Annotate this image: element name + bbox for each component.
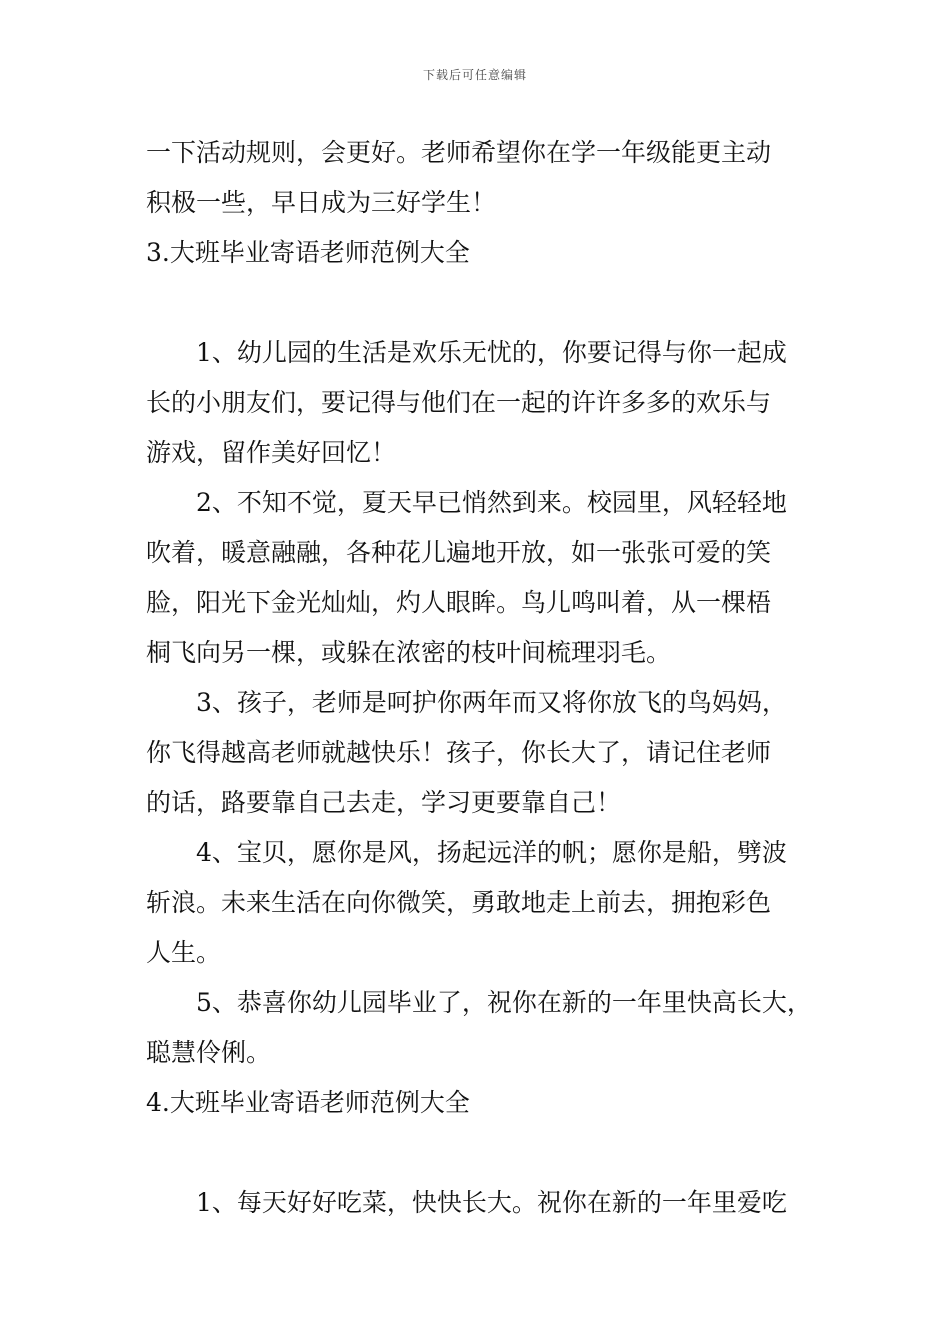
paragraph-first-line: 1、幼儿园的生活是欢乐无忧的，你要记得与你一起成 — [196, 338, 787, 367]
paragraph-line: 桐飞向另一棵，或躲在浓密的枝叶间梳理羽毛。 — [146, 638, 672, 667]
paragraph-first-line: 5、恭喜你幼儿园毕业了，祝你在新的一年里快高长大， — [196, 988, 812, 1017]
blank-line — [146, 1128, 826, 1178]
paragraph-line: 长的小朋友们，要记得与他们在一起的许许多多的欢乐与 — [146, 388, 772, 417]
paragraph-line: 积极一些，早日成为三好学生！ — [146, 188, 497, 217]
paragraph-first-line: 1、每天好好吃菜，快快长大。祝你在新的一年里爱吃 — [196, 1188, 787, 1217]
paragraph-line: 的话，路要靠自己去走，学习更要靠自己！ — [146, 788, 622, 817]
blank-line — [146, 278, 826, 328]
paragraph-line: 一下活动规则，会更好。老师希望你在学一年级能更主动 — [146, 138, 772, 167]
paragraph-line: 脸，阳光下金光灿灿，灼人眼眸。鸟儿鸣叫着，从一棵梧 — [146, 588, 772, 617]
paragraph-line: 聪慧伶俐。 — [146, 1038, 272, 1067]
paragraph-line: 吹着，暖意融融，各种花儿遍地开放，如一张张可爱的笑 — [146, 538, 772, 567]
paragraph-line: 斩浪。未来生活在向你微笑，勇敢地走上前去，拥抱彩色 — [146, 888, 772, 917]
page-header: 下载后可任意编辑 — [422, 68, 527, 82]
section-heading: 4.大班毕业寄语老师范例大全 — [146, 1088, 470, 1117]
section-heading: 3.大班毕业寄语老师范例大全 — [146, 238, 470, 267]
paragraph-first-line: 4、宝贝，愿你是风，扬起远洋的帆；愿你是船，劈波 — [196, 838, 787, 867]
document-body — [146, 128, 826, 1228]
paragraph-line: 人生。 — [146, 938, 222, 967]
paragraph-first-line: 3、孩子，老师是呵护你两年而又将你放飞的鸟妈妈， — [196, 688, 787, 717]
paragraph-line: 游戏，留作美好回忆！ — [146, 438, 397, 467]
paragraph-first-line: 2、不知不觉，夏天早已悄然到来。校园里，风轻轻地 — [196, 488, 787, 517]
paragraph-line: 你飞得越高老师就越快乐！孩子，你长大了，请记住老师 — [146, 738, 772, 767]
